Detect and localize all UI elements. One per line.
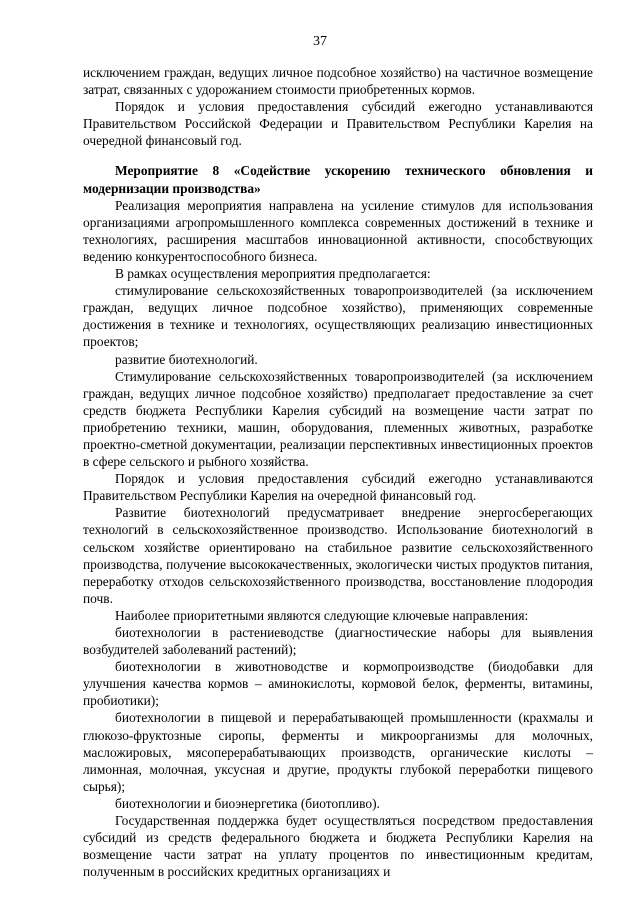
paragraph: В рамках осуществления мероприятия предполагается: [115, 266, 431, 282]
list-item: биотехнологии и биоэнергетика (биотопливо). [115, 795, 380, 811]
paragraph: Порядок и условия предоставления субсидий ежегодно устанавливаются Правительством Российской Федерации и Правительством Республики Карелия на очередной финансовый год. [83, 99, 593, 149]
list-item: биотехнологии в растениеводстве (диагностические наборы для выявления возбудителей заболеваний растений); [83, 625, 593, 658]
page-number: 37 [313, 34, 327, 49]
list-item: биотехнологии в пищевой и перерабатывающей промышленности (крахмалы и глюкозо-фруктозные сиропы, ферменты и микроорганизмы для молочных, масложировых, мясоперерабатывающих производств, органические кислоты – лимонная, молочная, уксусная и другие, продукты глубокой переработки пищевого сырья); [83, 710, 593, 794]
list-item: стимулирование сельскохозяйственных товаропроизводителей (за исключением граждан, ведущих личное подсобное хозяйство), применяющих современные достижения в технике и технологиях, осуществляющих реализацию инвестиционных проектов; [83, 283, 593, 350]
list-item: развитие биотехнологий. [115, 351, 258, 367]
paragraph: Наиболее приоритетными являются следующие ключевые направления: [115, 607, 529, 623]
paragraph: Развитие биотехнологий предусматривает внедрение энергосберегающих технологий в сельскохозяйственное производство. Использование биотехнологий в сельском хозяйстве ориентировано на стабильное развитие сельскохозяйственного производства, получение высококачественных, экологически чистых продуктов питания, переработку отходов сельскохозяйственного производства, восстановление плодородия почв. [83, 505, 593, 606]
paragraph: Реализация мероприятия направлена на усиление стимулов для использования организациями агропромышленного комплекса современных достижений в технике и технологиях, расширения масштабов инновационной активности, способствующих ведению конкурентоспособного бизнеса. [83, 197, 593, 264]
list-item: биотехнологии в животноводстве и кормопроизводстве (биодобавки для улучшения качества кормов – аминокислоты, кормовой белок, ферменты, витамины, пробиотики); [83, 659, 593, 709]
paragraph: Порядок и условия предоставления субсидий ежегодно устанавливаются Правительством Республики Карелия на очередной финансовый год. [83, 471, 593, 504]
paragraph: исключением граждан, ведущих личное подсобное хозяйство) на частичное возмещение затрат, связанных с удорожанием стоимости приобретенных кормов. [83, 65, 593, 98]
document-body [83, 64, 593, 880]
section-heading: Мероприятие 8 «Содействие ускорению технического обновления и модернизации производства» [83, 163, 593, 196]
paragraph: Государственная поддержка будет осуществляться посредством предоставления субсидий из средств федерального бюджета и бюджета Республики Карелия на возмещение части затрат на уплату процентов по инвестиционным кредитам, полученным в российских кредитных организациях и [83, 813, 593, 880]
paragraph: Стимулирование сельскохозяйственных товаропроизводителей (за исключением граждан, ведущих личное подсобное хозяйство) предполагает предоставление за счет средств бюджета Республики Карелия субсидий на возмещение части затрат по приобретению техники, машин, оборудования, племенных животных, разработке проектно-сметной документации, реализации перспективных инвестиционных проектов в сфере сельского и рыбного хозяйства. [83, 368, 593, 470]
